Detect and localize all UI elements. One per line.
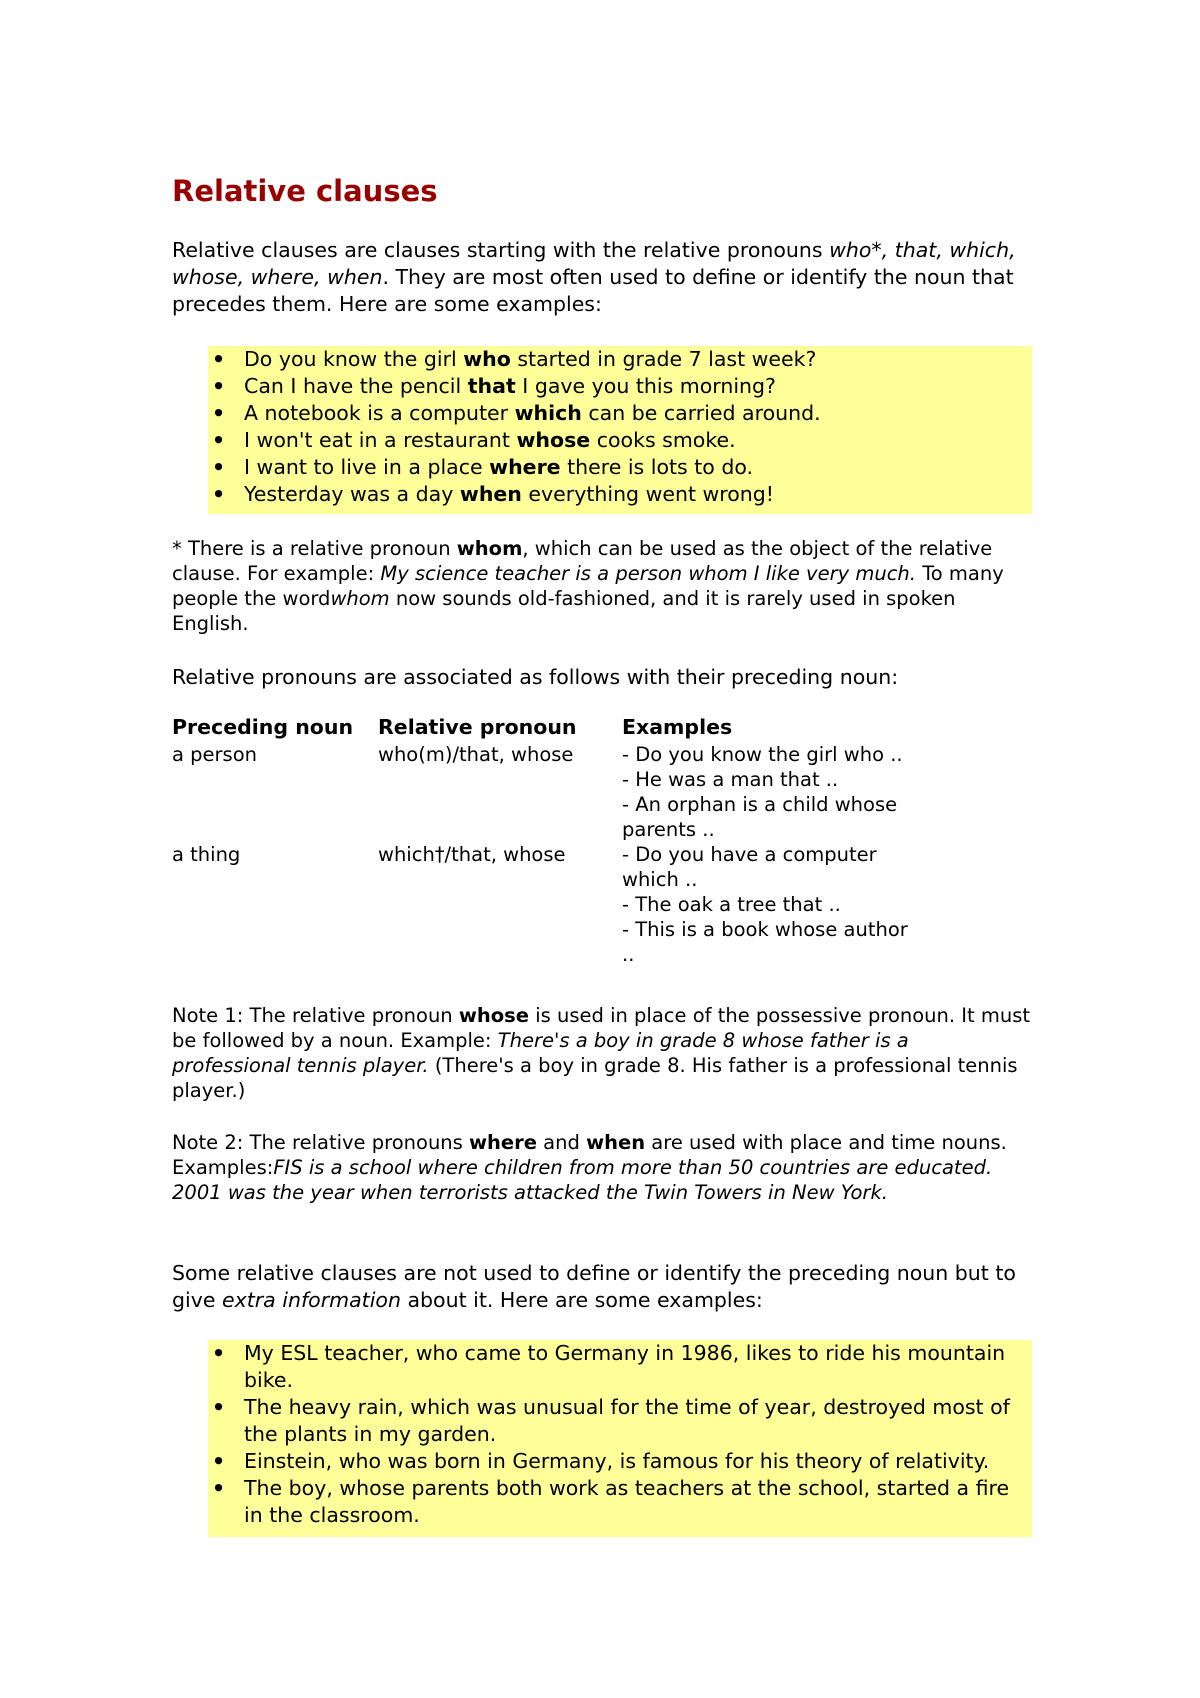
whom-note: * There is a relative pronoun whom, which can be used as the object of the relative clause. For example: My science teacher is a person whom I like very much. To many people the wordwhom now sounds old-fashioned, and it is rarely used in spoken English. [172, 537, 1004, 635]
pronoun-table [172, 715, 1032, 967]
table-header: Relative pronoun [378, 715, 577, 739]
list-item: • The boy, whose parents both work as teachers at the school, started a fire in the classroom. [208, 1475, 1032, 1529]
table-cell-examples: - Do you have a computer which .. - The oak a tree that .. - This is a book whose author .. [622, 843, 908, 966]
table-row [172, 742, 1032, 842]
note-2: Note 2: The relative pronouns where and when are used with place and time nouns. Examples:FIS is a school where children from more than 50 countries are educated. 2001 was the year when terrorists attacked the Twin Towers in New York. [172, 1131, 1007, 1204]
table-cell-noun: a thing [172, 843, 241, 866]
list-item: • Can I have the pencil that I gave you this morning? [208, 373, 1032, 400]
table-header-row [172, 715, 1032, 740]
list-item: • My ESL teacher, who came to Germany in 1986, likes to ride his mountain bike. [208, 1340, 1032, 1394]
list-item: • I won't eat in a restaurant whose cooks smoke. [208, 427, 1032, 454]
extra-info-intro: Some relative clauses are not used to define or identify the preceding noun but to give extra information about it. Here are some examples: [172, 1261, 1016, 1312]
intro-pronouns: who*, that, which, whose, where, when [172, 238, 1016, 289]
table-cell-noun: a person [172, 743, 257, 766]
table-cell-pronoun: who(m)/that, whose [378, 743, 574, 766]
examples-list-defining [208, 346, 1032, 514]
examples-list-nondefining [208, 1340, 1032, 1537]
list-item: • Do you know the girl who started in grade 7 last week? [208, 346, 1032, 373]
association-intro: Relative pronouns are associated as follows with their preceding noun: [172, 665, 899, 689]
table-header: Examples [622, 715, 733, 739]
table-row [172, 842, 1032, 967]
list-item: • The heavy rain, which was unusual for the time of year, destroyed most of the plants in my garden. [208, 1394, 1032, 1448]
list-item: • Einstein, who was born in Germany, is famous for his theory of relativity. [208, 1448, 1032, 1475]
page-title: Relative clauses [172, 174, 438, 208]
table-header: Preceding noun [172, 715, 354, 739]
intro-paragraph [172, 237, 1032, 318]
note-1: Note 1: The relative pronoun whose is used in place of the possessive pronoun. It must be followed by a noun. Example: There's a boy in grade 8 whose father is a professional tennis player. (There's a boy in grade 8. His father is a professional tennis player.) [172, 1004, 1031, 1102]
intro-text-end: . They are most often used to define or identify the noun that precedes them. Here are some examples: [172, 265, 1014, 316]
intro-text: Relative clauses are clauses starting with the relative pronouns [172, 238, 830, 262]
list-item: • I want to live in a place where there is lots to do. [208, 454, 1032, 481]
list-item: • Yesterday was a day when everything went wrong! [208, 481, 1032, 508]
table-cell-pronoun: which†/that, whose [378, 843, 566, 866]
table-cell-examples: - Do you know the girl who .. - He was a man that .. - An orphan is a child whose parents .. [622, 743, 903, 841]
list-item: • A notebook is a computer which can be carried around. [208, 400, 1032, 427]
